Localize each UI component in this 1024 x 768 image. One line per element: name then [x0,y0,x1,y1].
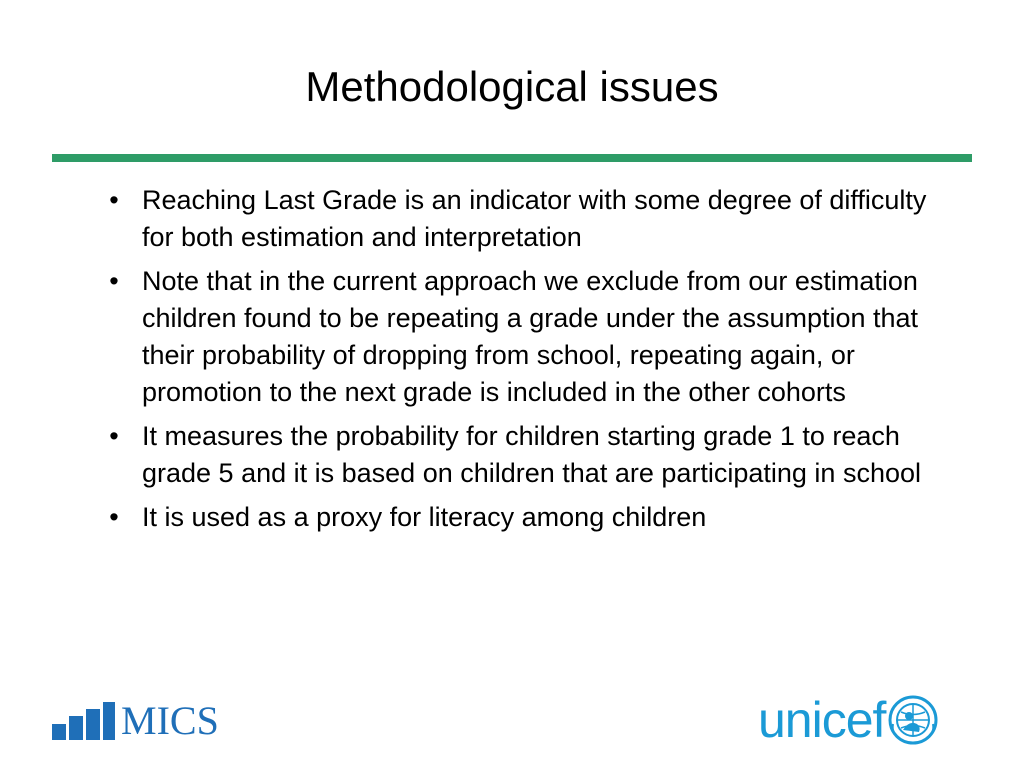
mics-bar [52,724,66,740]
bullet-item [104,418,934,492]
bullet-item [104,499,934,536]
bullet-text: It measures the probability for children starting grade 1 to reach grade 5 and it is based on children that are participating in school [142,421,921,488]
title-divider [52,154,972,162]
bullet-marker: • [109,185,119,215]
bullet-item [104,182,934,256]
bullet-text: Reaching Last Grade is an indicator with some degree of difficulty for both estimation and interpretation [142,185,927,252]
unicef-emblem-icon [887,694,939,746]
mics-bar [86,709,100,740]
bullet-item [104,263,934,411]
unicef-logo-text: unicef [758,692,886,748]
bullet-text: Note that in the current approach we exclude from our estimation children found to be repeating a grade under the assumption that their probability of dropping from school, repeating again, or promotion to the next grade is included in the other cohorts [142,266,919,407]
mics-logo [52,698,219,743]
slide-title: Methodological issues [305,63,719,110]
bullet-marker: • [109,421,119,451]
mics-bar [103,702,115,740]
bar-chart-icon [52,702,118,740]
unicef-logo [758,694,939,746]
bullet-marker: • [109,266,119,296]
bullet-list [104,182,934,543]
bullet-marker: • [109,502,119,532]
mics-bar [69,716,83,740]
bullet-text: It is used as a proxy for literacy among children [142,502,707,532]
mics-logo-text: MICS [121,698,219,743]
